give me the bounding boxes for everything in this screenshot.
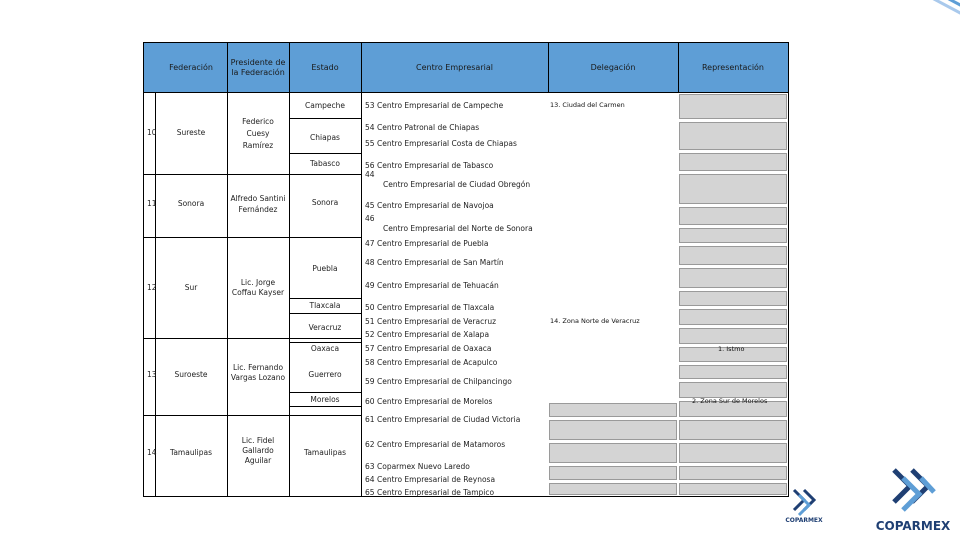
center-number: 59 — [365, 377, 375, 386]
center-number: 65 — [365, 488, 375, 497]
row-divider — [289, 153, 361, 154]
federation-name: Suroeste — [174, 370, 208, 379]
header-estado: Estado — [311, 63, 339, 72]
center-number: 63 — [365, 462, 375, 471]
row-divider — [144, 338, 361, 339]
state-name: Veracruz — [308, 323, 342, 332]
row-divider — [144, 237, 361, 238]
center-name: Centro Empresarial de Veracruz — [377, 317, 497, 326]
col-divider — [227, 43, 228, 496]
center-name: Centro Empresarial de Matamoros — [377, 440, 506, 449]
representation-cell — [549, 443, 677, 463]
coparmex-emblem-icon — [872, 462, 954, 518]
state-name: Sonora — [311, 198, 339, 207]
federation-name: Sonora — [177, 199, 205, 208]
center-name: Centro Empresarial de Campeche — [377, 101, 504, 110]
center-number: 60 — [365, 397, 375, 406]
center-number: 44 — [365, 170, 375, 179]
delegation-label: 14. Zona Norte de Veracruz — [550, 317, 640, 325]
representation-cell — [549, 483, 677, 495]
federation-president: Lic. Fernando Vargas Lozano — [230, 363, 286, 382]
center-name: Centro Empresarial de Ciudad Obregón — [383, 180, 531, 189]
representation-cell — [549, 420, 677, 440]
state-name: Guerrero — [308, 370, 342, 379]
center-name: Centro Empresarial de San Martín — [377, 258, 504, 267]
federation-name: Tamaulipas — [169, 448, 213, 457]
center-number: 58 — [365, 358, 375, 367]
federation-president: Lic. Jorge Coffau Kayser — [231, 278, 285, 297]
header-representacion: Representación — [701, 63, 765, 72]
row-divider — [289, 392, 361, 393]
center-number: 46 — [365, 214, 375, 223]
center-name: Centro Empresarial de Puebla — [377, 239, 489, 248]
federation-name: Sureste — [176, 128, 206, 137]
representation-cell — [679, 420, 787, 440]
representation-cell — [679, 174, 787, 204]
corner-stripes-decoration — [890, 0, 960, 30]
representation-cell — [679, 443, 787, 463]
row-divider — [144, 174, 361, 175]
representation-cell — [679, 228, 787, 243]
state-name: Campeche — [304, 101, 345, 110]
federation-number: 10 — [147, 128, 157, 137]
coparmex-logo-large — [872, 462, 954, 536]
center-number: 50 — [365, 303, 375, 312]
representation-cell — [679, 207, 787, 225]
federation-number: 12 — [147, 283, 157, 292]
center-number: 55 — [365, 139, 375, 148]
state-name: Tamaulipas — [303, 448, 347, 457]
center-name: Centro Empresarial de Oaxaca — [377, 344, 492, 353]
federation-president: Lic. Fidel Gallardo Aguilar — [241, 436, 275, 465]
center-name: Centro Empresarial de Acapulco — [377, 358, 498, 367]
center-name: Centro Empresarial de Navojoa — [377, 201, 494, 210]
federation-name: Sur — [184, 283, 198, 292]
federation-number: 11 — [147, 199, 157, 208]
center-name: Centro Empresarial de Ciudad Victoria — [377, 415, 521, 424]
center-number: 64 — [365, 475, 375, 484]
representation-cell — [679, 268, 787, 288]
coparmex-wordmark-small: COPARMEX — [785, 517, 823, 524]
representation-cell — [679, 246, 787, 265]
row-divider — [289, 342, 361, 343]
federation-president: Alfredo Santini Fernández — [230, 194, 286, 214]
representation-cell — [679, 291, 787, 306]
center-number: 52 — [365, 330, 375, 339]
representation-cell — [549, 403, 677, 417]
representation-cell — [679, 382, 787, 398]
representation-cell — [679, 94, 787, 119]
center-name: Centro Empresarial de Tampico — [377, 488, 495, 497]
delegation-label: 13. Ciudad del Carmen — [550, 101, 625, 109]
center-name: Centro Empresarial de Morelos — [377, 397, 493, 406]
row-divider — [289, 313, 361, 314]
center-name: Centro Patronal de Chiapas — [377, 123, 480, 132]
federation-number: 13 — [147, 370, 157, 379]
representation-cell — [549, 466, 677, 480]
center-name: Centro Empresarial de Tlaxcala — [377, 303, 495, 312]
representation-cell — [679, 483, 787, 495]
center-name: Centro Empresarial de Chilpancingo — [377, 377, 512, 386]
center-number: 61 — [365, 415, 375, 424]
header-centro: Centro Empresarial — [416, 63, 493, 72]
state-name: Tabasco — [310, 159, 340, 168]
center-number: 49 — [365, 281, 375, 290]
state-name: Puebla — [312, 264, 338, 273]
center-number: 45 — [365, 201, 375, 210]
center-name: Centro Empresarial Costa de Chiapas — [377, 139, 517, 148]
center-name: Centro Empresarial de Tabasco — [377, 161, 494, 170]
center-name: Centro Empresarial del Norte de Sonora — [383, 224, 533, 233]
center-number: 54 — [365, 123, 375, 132]
coparmex-logo-small — [780, 486, 828, 526]
center-number: 62 — [365, 440, 375, 449]
state-name: Morelos — [310, 395, 340, 404]
row-divider — [289, 406, 361, 407]
col-divider — [361, 43, 362, 496]
header-federacion: Federación — [169, 63, 213, 72]
row-divider — [289, 118, 361, 119]
row-divider — [144, 415, 361, 416]
col-divider — [678, 43, 679, 93]
col-divider — [155, 93, 156, 496]
center-name: Centro Empresarial de Tehuacán — [377, 281, 499, 290]
center-number: 48 — [365, 258, 375, 267]
coparmex-wordmark-large: COPARMEX — [875, 519, 951, 533]
representation-cell — [679, 328, 787, 344]
representation-cell — [679, 309, 787, 325]
state-name: Oaxaca — [310, 344, 340, 353]
representation-cell — [679, 466, 787, 480]
delegation-label: 1. Istmo — [718, 345, 745, 353]
delegation-label: 2. Zona Sur de Morelos — [692, 397, 768, 405]
row-divider — [289, 298, 361, 299]
header-presidente: Presidente de la Federación — [230, 58, 286, 77]
center-name: Centro Empresarial de Xalapa — [377, 330, 490, 339]
representation-cell — [679, 153, 787, 171]
state-name: Chiapas — [310, 133, 340, 142]
center-number: 56 — [365, 161, 375, 170]
representation-cell — [679, 365, 787, 379]
representation-cell — [679, 122, 787, 150]
col-divider — [548, 43, 549, 93]
state-name: Tlaxcala — [309, 301, 341, 310]
center-number: 51 — [365, 317, 375, 326]
center-name: Coparmex Nuevo Laredo — [377, 462, 470, 471]
center-number: 57 — [365, 344, 375, 353]
federation-number: 14 — [147, 448, 157, 457]
center-number: 53 — [365, 101, 375, 110]
coparmex-emblem-icon — [780, 486, 828, 518]
center-name: Centro Empresarial de Reynosa — [377, 475, 496, 484]
federation-table — [143, 42, 789, 497]
header-delegacion: Delegación — [590, 63, 636, 72]
federation-president: Federico Cuesy Ramírez — [242, 117, 274, 150]
center-number: 47 — [365, 239, 375, 248]
